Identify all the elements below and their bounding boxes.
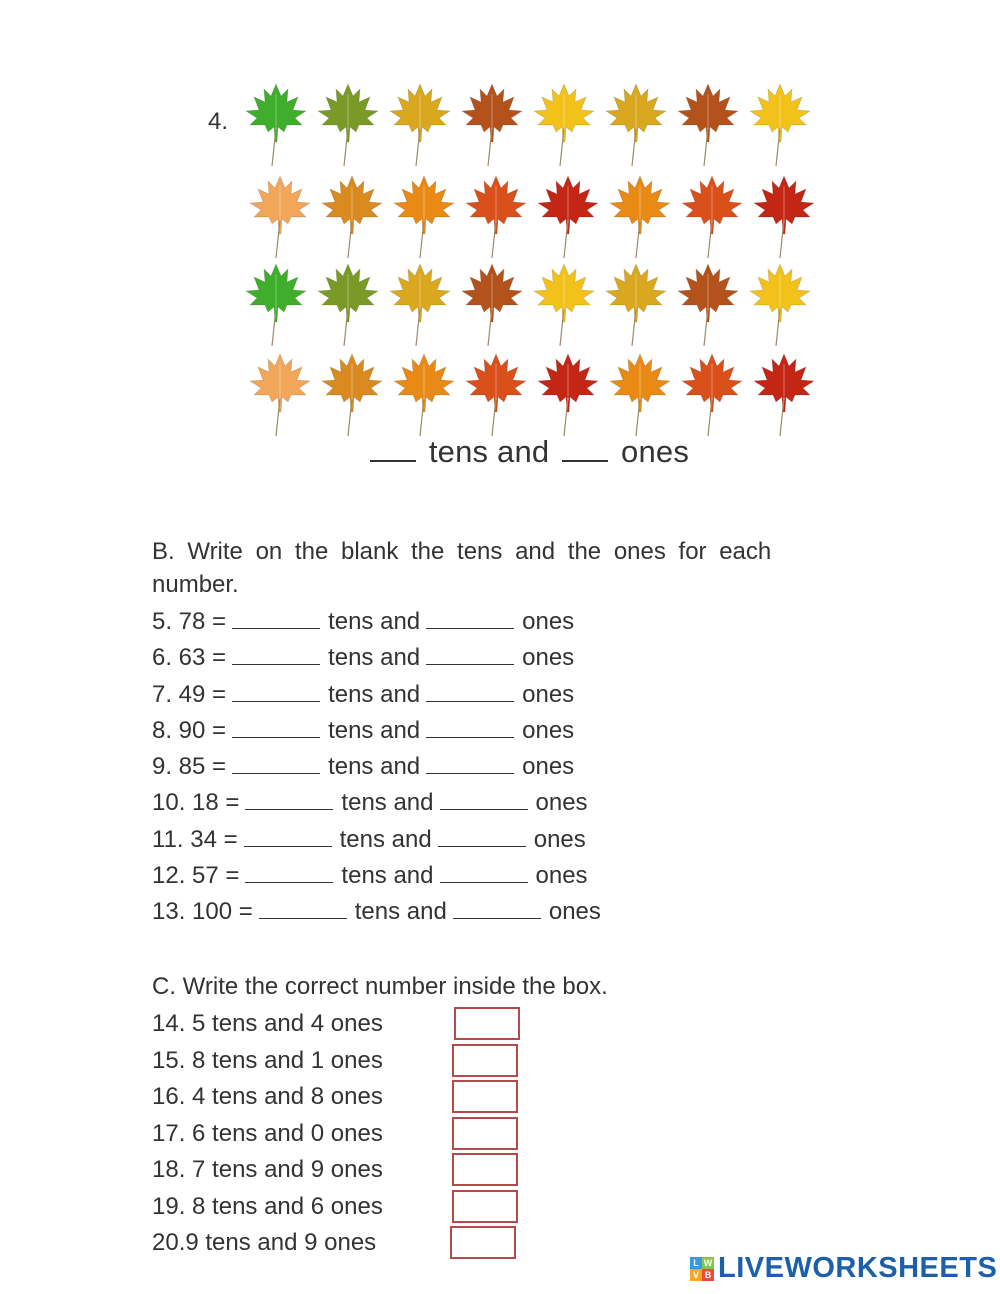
ones-label: ones <box>548 898 601 926</box>
tens-label: tens and <box>328 680 421 708</box>
item-prompt: 8. 90 = <box>152 716 227 744</box>
maple-leaf-icon <box>604 172 676 262</box>
maple-leaf-icon <box>532 350 604 440</box>
section-c-item <box>152 1225 383 1262</box>
section-c-item <box>152 1189 383 1226</box>
maple-leaf-icon <box>600 260 672 350</box>
logo-tile: V <box>690 1269 702 1281</box>
leaf-row <box>244 350 820 440</box>
maple-leaf-icon <box>384 80 456 170</box>
section-b-instruction-continued: number. <box>152 571 239 598</box>
answer-box[interactable] <box>452 1044 518 1077</box>
tens-blank[interactable] <box>232 753 320 774</box>
maple-leaf-icon <box>748 172 820 262</box>
logo-tile: B <box>702 1269 714 1281</box>
leaf-row <box>240 260 816 350</box>
maple-leaf-icon <box>316 350 388 440</box>
maple-leaf-icon <box>460 172 532 262</box>
ones-blank[interactable] <box>453 898 541 919</box>
maple-leaf-icon <box>744 80 816 170</box>
section-c-item <box>152 1116 383 1153</box>
tens-blank[interactable] <box>259 898 347 919</box>
section-b-item <box>152 749 601 785</box>
item-prompt: 5. 78 = <box>152 608 227 635</box>
section-c-instruction: C. Write the correct number inside the box. <box>152 973 608 1000</box>
brand-name: LIVEWORKSHEETS <box>718 1252 998 1284</box>
item-prompt: 6. 63 = <box>152 644 227 672</box>
answer-box[interactable] <box>452 1117 518 1150</box>
section-b-item <box>152 822 601 858</box>
answer-box[interactable] <box>452 1153 518 1186</box>
section-c-item <box>152 1079 383 1116</box>
section-b-item <box>152 677 601 713</box>
tens-label: tens and <box>341 862 434 890</box>
ones-blank[interactable] <box>426 717 514 738</box>
item-prompt: 13. 100 = <box>152 898 253 926</box>
ones-blank[interactable] <box>426 753 514 774</box>
ones-blank[interactable] <box>562 432 608 462</box>
ones-blank[interactable] <box>438 826 526 847</box>
maple-leaf-icon <box>676 350 748 440</box>
tens-label: tens and <box>339 825 432 853</box>
tens-blank[interactable] <box>232 608 320 629</box>
leaf-row <box>240 80 816 170</box>
section-b-item <box>152 858 601 894</box>
ones-label: ones <box>522 644 575 672</box>
item-prompt: 11. 34 = <box>152 825 238 853</box>
maple-leaf-icon <box>384 260 456 350</box>
tens-blank[interactable] <box>245 789 333 810</box>
section-b-item <box>152 640 601 676</box>
ones-label: ones <box>522 716 575 744</box>
logo-tile: L <box>690 1257 702 1269</box>
item-prompt: 18. 7 tens and 9 ones <box>152 1156 383 1183</box>
section-b-item <box>152 604 601 640</box>
answer-box[interactable] <box>450 1226 516 1259</box>
section-b-item <box>152 785 601 821</box>
maple-leaf-icon <box>312 260 384 350</box>
maple-leaf-icon <box>600 80 672 170</box>
logo-tile: W <box>703 1257 713 1268</box>
tens-blank[interactable] <box>232 681 320 702</box>
tens-label: tens and <box>328 716 421 744</box>
item-prompt: 16. 4 tens and 8 ones <box>152 1083 383 1110</box>
maple-leaf-icon <box>244 172 316 262</box>
item-prompt: 12. 57 = <box>152 862 240 890</box>
maple-leaf-icon <box>748 350 820 440</box>
maple-leaf-icon <box>676 172 748 262</box>
maple-leaf-icon <box>672 260 744 350</box>
item-prompt: 17. 6 tens and 0 ones <box>152 1119 383 1147</box>
ones-blank[interactable] <box>426 608 514 629</box>
ones-blank[interactable] <box>426 681 514 702</box>
ones-blank[interactable] <box>440 862 528 883</box>
maple-leaf-icon <box>528 260 600 350</box>
ones-label: ones <box>621 434 690 469</box>
maple-leaf-icon <box>456 260 528 350</box>
question-4-answer-line <box>366 432 689 470</box>
ones-blank[interactable] <box>426 644 514 665</box>
answer-box[interactable] <box>454 1007 520 1040</box>
question-4-number: 4. <box>208 108 229 135</box>
liveworksheets-logo-icon <box>690 1257 714 1281</box>
ones-label: ones <box>522 608 575 635</box>
section-b-item <box>152 713 601 749</box>
maple-leaf-icon <box>312 80 384 170</box>
section-c-item <box>152 1152 383 1189</box>
item-prompt: 20.9 tens and 9 ones <box>152 1229 377 1256</box>
maple-leaf-icon <box>532 172 604 262</box>
ones-label: ones <box>535 789 588 817</box>
tens-blank[interactable] <box>232 717 320 738</box>
maple-leaf-icon <box>388 172 460 262</box>
tens-label: tens and <box>328 644 421 672</box>
tens-blank[interactable] <box>232 644 320 665</box>
ones-label: ones <box>533 825 586 853</box>
item-prompt: 10. 18 = <box>152 789 240 817</box>
section-b-instruction: B. Write on the blank the tens and the ones for each <box>152 538 772 565</box>
item-prompt: 7. 49 = <box>152 680 227 708</box>
ones-blank[interactable] <box>440 789 528 810</box>
tens-blank[interactable] <box>370 432 416 462</box>
section-b-item <box>152 894 601 930</box>
leaf-row <box>244 172 820 262</box>
section-c-list <box>152 1006 383 1262</box>
maple-leaf-icon <box>744 260 816 350</box>
maple-leaf-icon <box>240 260 312 350</box>
maple-leaf-icon <box>460 350 532 440</box>
ones-label: ones <box>522 680 575 708</box>
tens-label: tens and <box>428 434 550 469</box>
maple-leaf-icon <box>528 80 600 170</box>
tens-label: tens and <box>328 608 421 635</box>
answer-box[interactable] <box>452 1080 518 1113</box>
maple-leaf-icon <box>388 350 460 440</box>
maple-leaf-icon <box>316 172 388 262</box>
maple-leaf-icon <box>244 350 316 440</box>
section-b-list <box>152 604 601 931</box>
maple-leaf-icon <box>672 80 744 170</box>
maple-leaf-icon <box>456 80 528 170</box>
item-prompt: 14. 5 tens and 4 ones <box>152 1010 383 1037</box>
tens-label: tens and <box>328 753 421 781</box>
item-prompt: 9. 85 = <box>152 753 227 781</box>
section-c-item <box>152 1043 383 1080</box>
maple-leaf-icon <box>240 80 312 170</box>
ones-label: ones <box>535 862 588 890</box>
tens-blank[interactable] <box>245 862 333 883</box>
tens-blank[interactable] <box>244 826 332 847</box>
item-prompt: 15. 8 tens and 1 ones <box>152 1046 383 1074</box>
maple-leaf-icon <box>604 350 676 440</box>
liveworksheets-brand <box>690 1252 997 1285</box>
ones-label: ones <box>522 753 575 781</box>
tens-label: tens and <box>341 789 434 817</box>
section-c-item <box>152 1006 383 1043</box>
tens-label: tens and <box>354 898 447 926</box>
item-prompt: 19. 8 tens and 6 ones <box>152 1192 383 1220</box>
answer-box[interactable] <box>452 1190 518 1223</box>
